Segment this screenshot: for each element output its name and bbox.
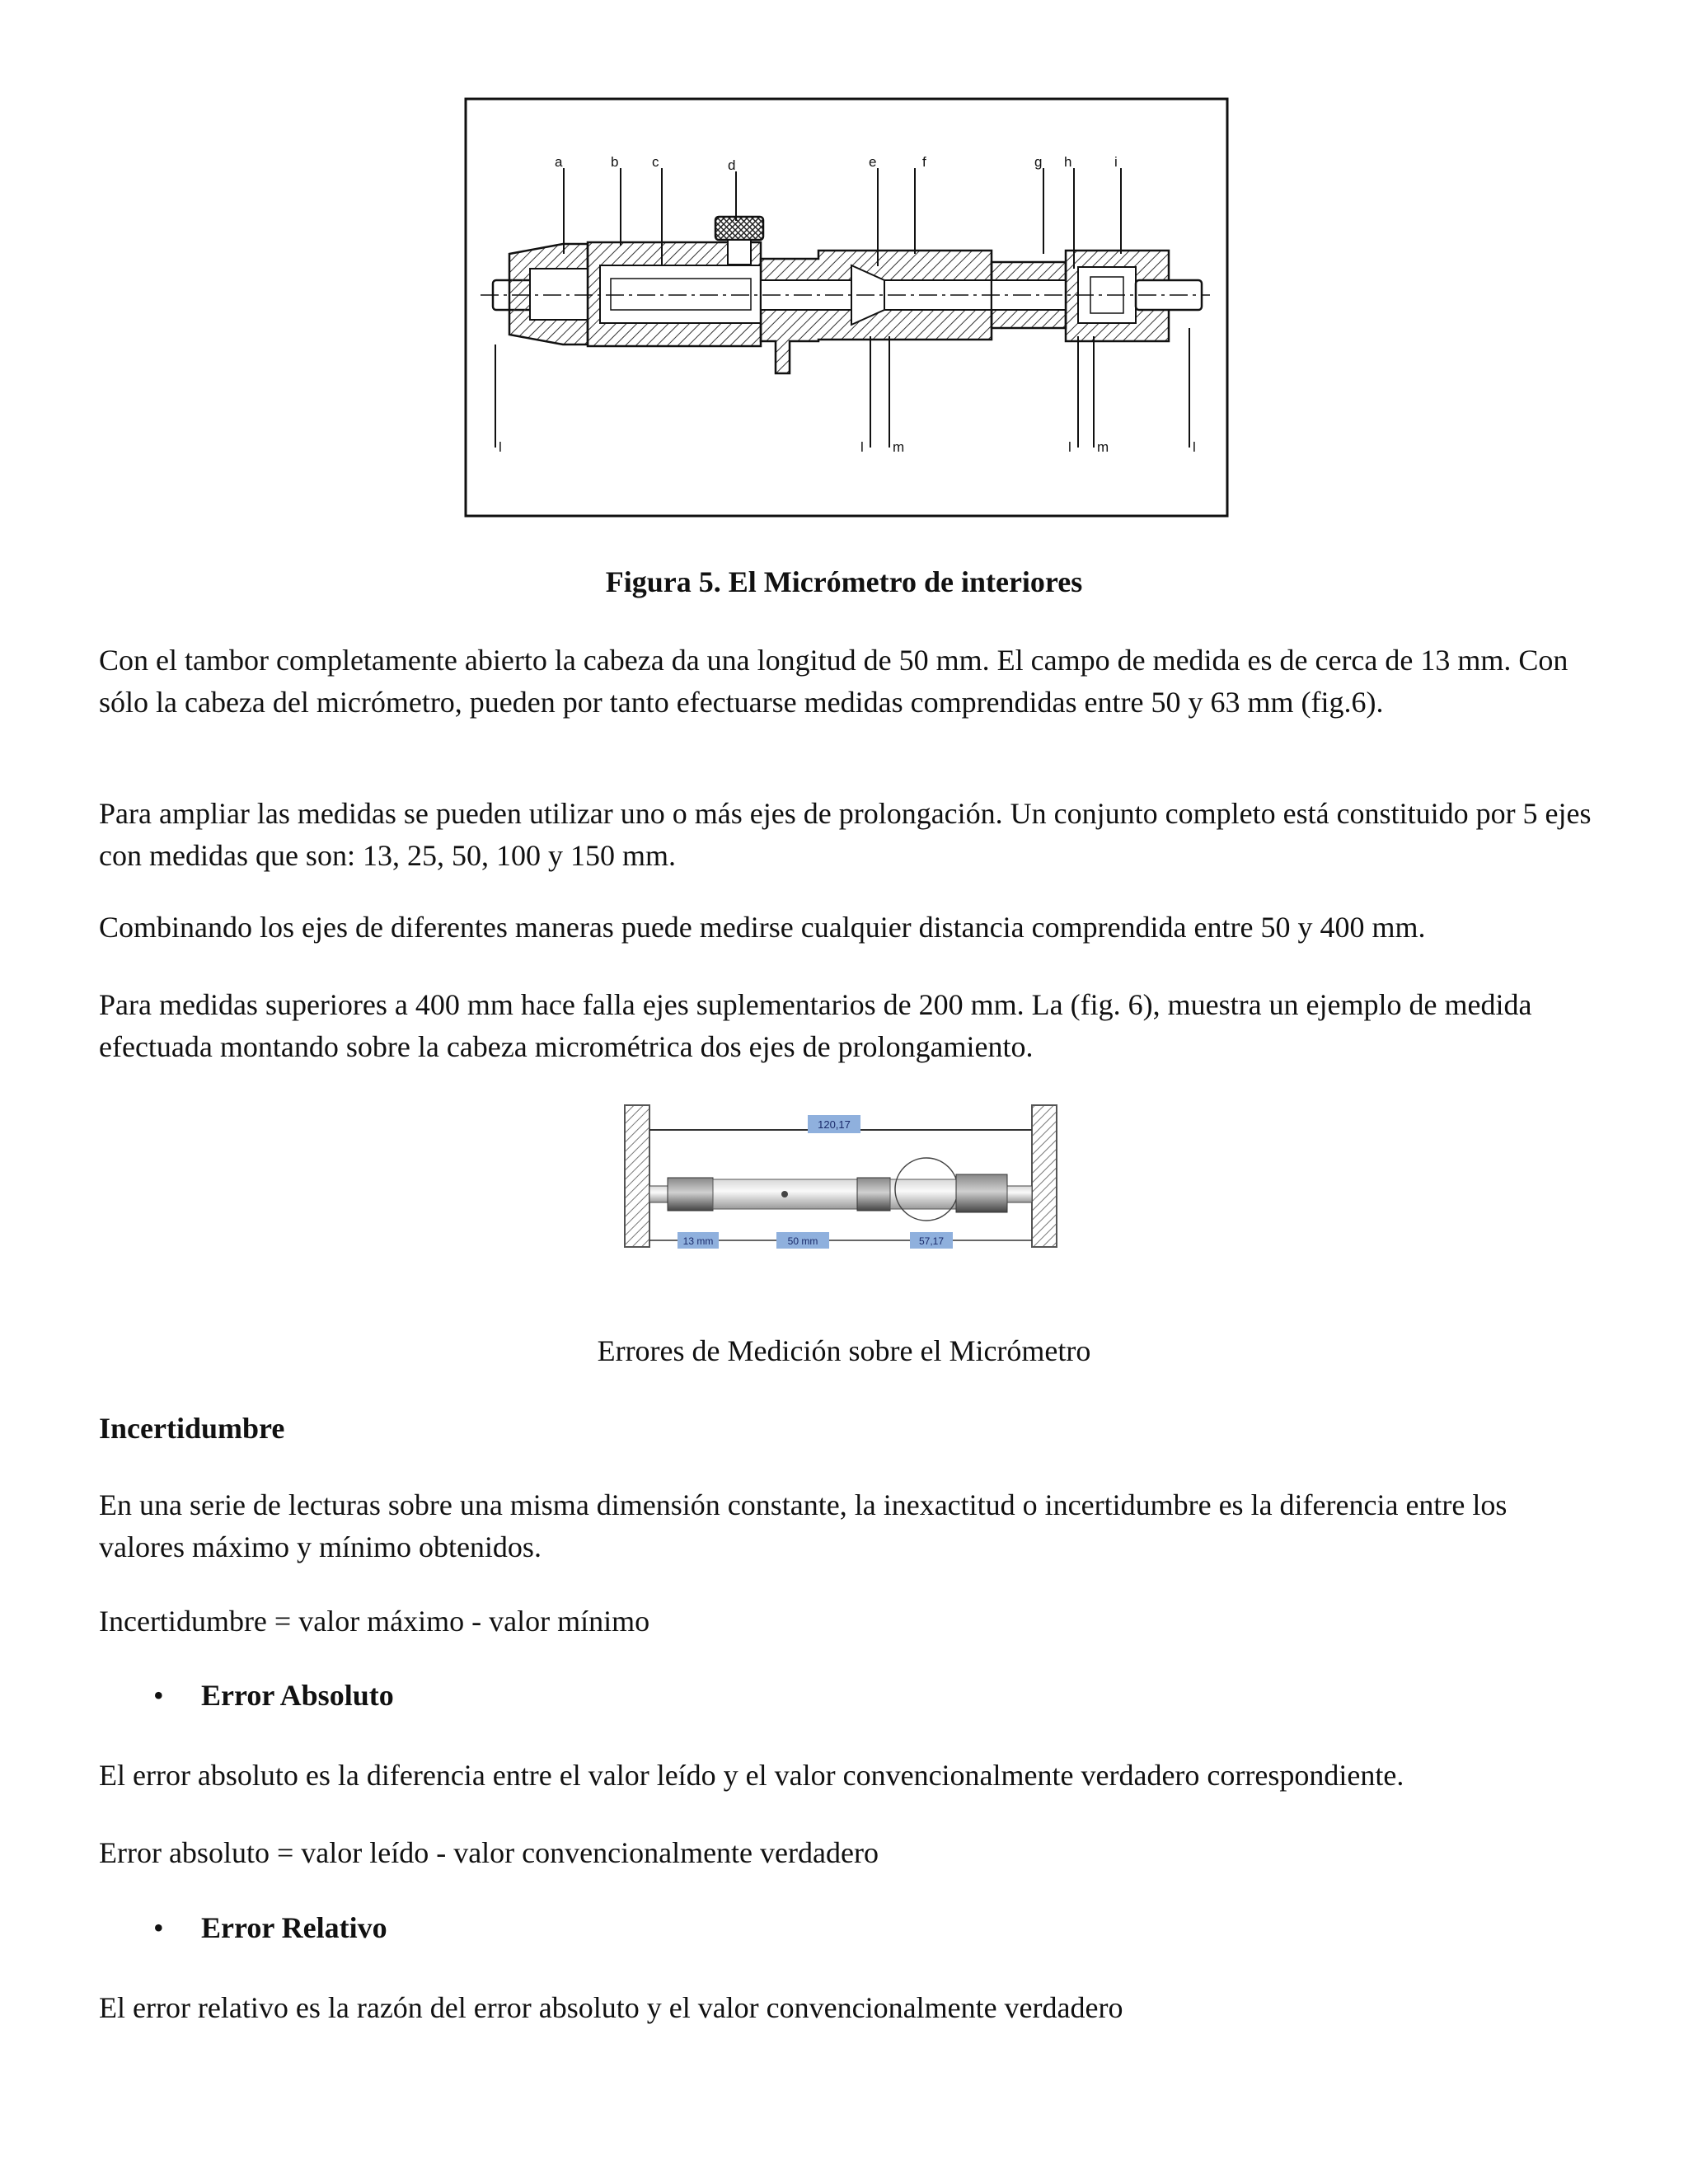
label-d: d [728,157,736,173]
right-rod-tip [1007,1186,1032,1202]
label-l-1: l [499,439,502,455]
micrometer-extension-photo [620,1100,1078,1286]
paragraph-incertidumbre: En una serie de lecturas sobre una misma dimensión constante, la inexactitud o incertidumbre es la diferencia entre los valores máximo y mínimo obtenidos. [99,1488,1507,1563]
formula-error-absoluto: Error absoluto = valor leído - valor convencionalmente verdadero [99,1836,879,1869]
label-c: c [652,154,659,170]
label-m-1: m [893,439,905,455]
paragraph-measuring-range: Con el tambor completamente abierto la cabeza da una longitud de 50 mm. El campo de medida es de cerca de 13 mm. Con sólo la cabeza del micrómetro, pueden por tanto efectuarse medidas comprendidas entre 50 y 63 mm (fig.6). [99,644,1568,719]
paragraph-error-absoluto: El error absoluto es la diferencia entre el valor leído y el valor convencionalmente verdadero correspondiente. [99,1759,1404,1792]
paragraph-extension-rods: Para ampliar las medidas se pueden utilizar uno o más ejes de prolongación. Un conjunto completo está constituido por 5 ejes con medidas que son: 13, 25, 50, 100 y 150 mm. [99,797,1592,872]
segment-label-5717: 57,17 [918,1235,945,1247]
segment-label-50mm: 50 mm [787,1235,818,1247]
lock-screw-knob [715,217,763,240]
total-label: 120,17 [818,1118,851,1131]
rod-13mm [668,1178,713,1211]
micrometer-section-drawing [464,97,1229,518]
label-e: e [869,154,877,170]
left-wall [625,1105,649,1247]
rod-coupling [857,1178,890,1211]
label-l-3: l [1068,439,1071,455]
left-rod-tip [649,1186,668,1202]
label-g: g [1034,154,1043,170]
label-b: b [611,154,619,170]
label-m-2: m [1097,439,1109,455]
micrometer-head [890,1179,956,1209]
segment-label-13mm: 13 mm [682,1235,714,1247]
thimble [956,1174,1007,1212]
heading-incertidumbre: Incertidumbre [99,1412,285,1445]
right-wall [1032,1105,1057,1247]
label-l-2: l [860,439,864,455]
section-title-errores: Errores de Medición sobre el Micrómetro [597,1334,1091,1367]
bullet-dot: • [153,1911,164,1944]
paragraph-error-relativo: El error relativo es la razón del error absoluto y el valor convencionalmente verdadero [99,1991,1123,2024]
paragraph-combining-rods: Combinando los ejes de diferentes maneras puede medirse cualquier distancia comprendida entre 50 y 400 mm. [99,911,1426,944]
bullet-dot: • [153,1679,164,1712]
label-f: f [922,154,926,170]
paragraph-supplementary-rods: Para medidas superiores a 400 mm hace falla ejes suplementarios de 200 mm. La (fig. 6), muestra un ejemplo de medida efectuada montando sobre la cabeza micrométrica dos ejes de prolongamiento. [99,988,1532,1063]
formula-incertidumbre: Incertidumbre = valor máximo - valor mínimo [99,1605,650,1638]
label-i: i [1114,154,1118,170]
heading-error-relativo: Error Relativo [201,1911,387,1944]
label-h: h [1064,154,1072,170]
label-a: a [555,154,563,170]
figure-caption: Figura 5. El Micrómetro de interiores [605,565,1083,598]
heading-error-absoluto: Error Absoluto [201,1679,394,1712]
label-l-4: l [1193,439,1196,455]
